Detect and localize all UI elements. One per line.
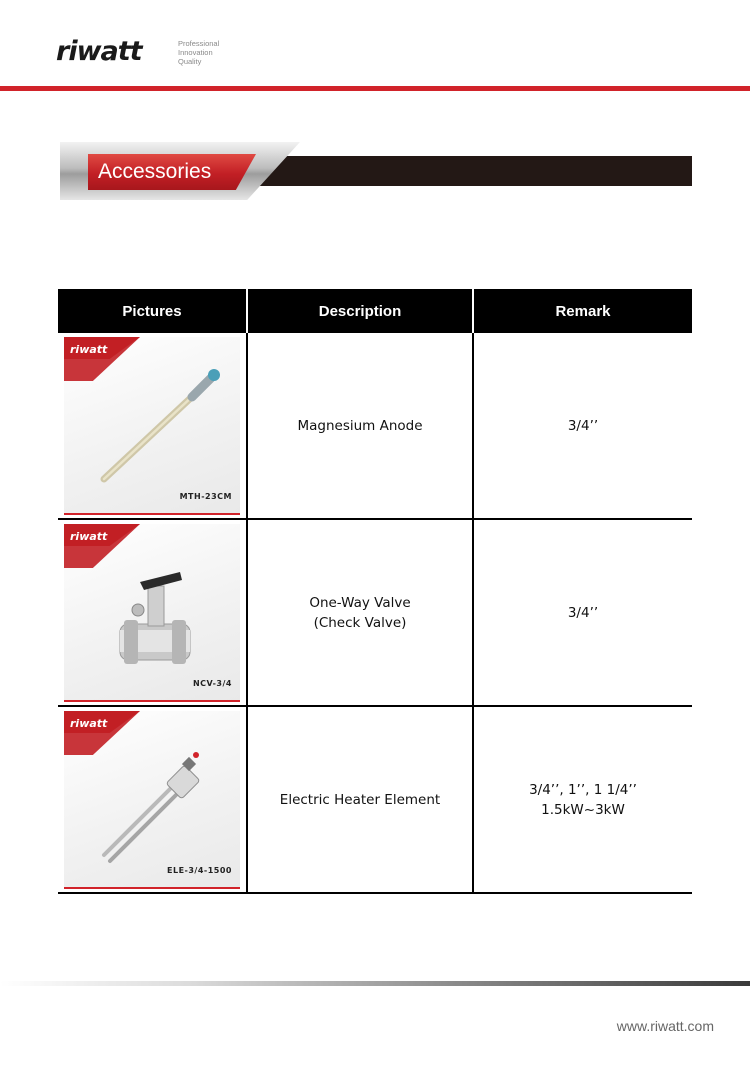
header-pictures: Pictures <box>58 289 246 333</box>
description-cell <box>246 707 472 892</box>
footer-website[interactable]: www.riwatt.com <box>616 1018 714 1034</box>
card-brand: riwatt <box>70 530 108 543</box>
description-cell <box>246 520 472 705</box>
brand-logo <box>56 36 142 67</box>
footer-divider <box>0 981 750 986</box>
remark-line: 3/4’’ <box>567 604 599 621</box>
table-row <box>58 333 692 520</box>
description-line: One-Way Valve <box>309 594 411 611</box>
header-description: Description <box>246 289 472 333</box>
table-row <box>58 707 692 894</box>
remark-cell <box>472 333 692 518</box>
header-remark: Remark <box>472 289 692 333</box>
product-picture <box>64 524 240 702</box>
card-brand: riwatt <box>70 717 108 730</box>
product-picture <box>64 711 240 889</box>
remark-line: 3/4’’, 1’’, 1 1/4’’ <box>529 781 637 798</box>
card-brand: riwatt <box>70 343 108 356</box>
section-title: Accessories <box>98 160 212 183</box>
remark-cell <box>472 520 692 705</box>
product-code: ELE-3/4-1500 <box>167 866 232 875</box>
description-line: Electric Heater Element <box>279 791 441 808</box>
picture-cell <box>58 333 246 518</box>
accessories-table <box>58 289 692 894</box>
brand-tagline <box>178 39 219 66</box>
section-banner-bar <box>258 156 692 186</box>
product-code: MTH-23CM <box>179 492 232 501</box>
description-line: (Check Valve) <box>313 614 407 631</box>
product-code: NCV-3/4 <box>192 679 232 688</box>
tagline-line: Innovation <box>178 48 213 57</box>
table-header <box>58 289 692 333</box>
remark-line: 1.5kW~3kW <box>541 801 625 818</box>
header-divider <box>0 86 750 91</box>
picture-cell <box>58 520 246 705</box>
product-picture <box>64 337 240 515</box>
remark-line: 3/4’’ <box>567 417 599 434</box>
description-cell <box>246 333 472 518</box>
description-line: Magnesium Anode <box>297 417 423 434</box>
tagline-line: Professional <box>178 39 220 48</box>
tagline-line: Quality <box>178 57 202 66</box>
remark-cell <box>472 707 692 892</box>
table-row <box>58 520 692 707</box>
picture-cell <box>58 707 246 892</box>
brand-logo-text: riwatt <box>56 36 142 67</box>
